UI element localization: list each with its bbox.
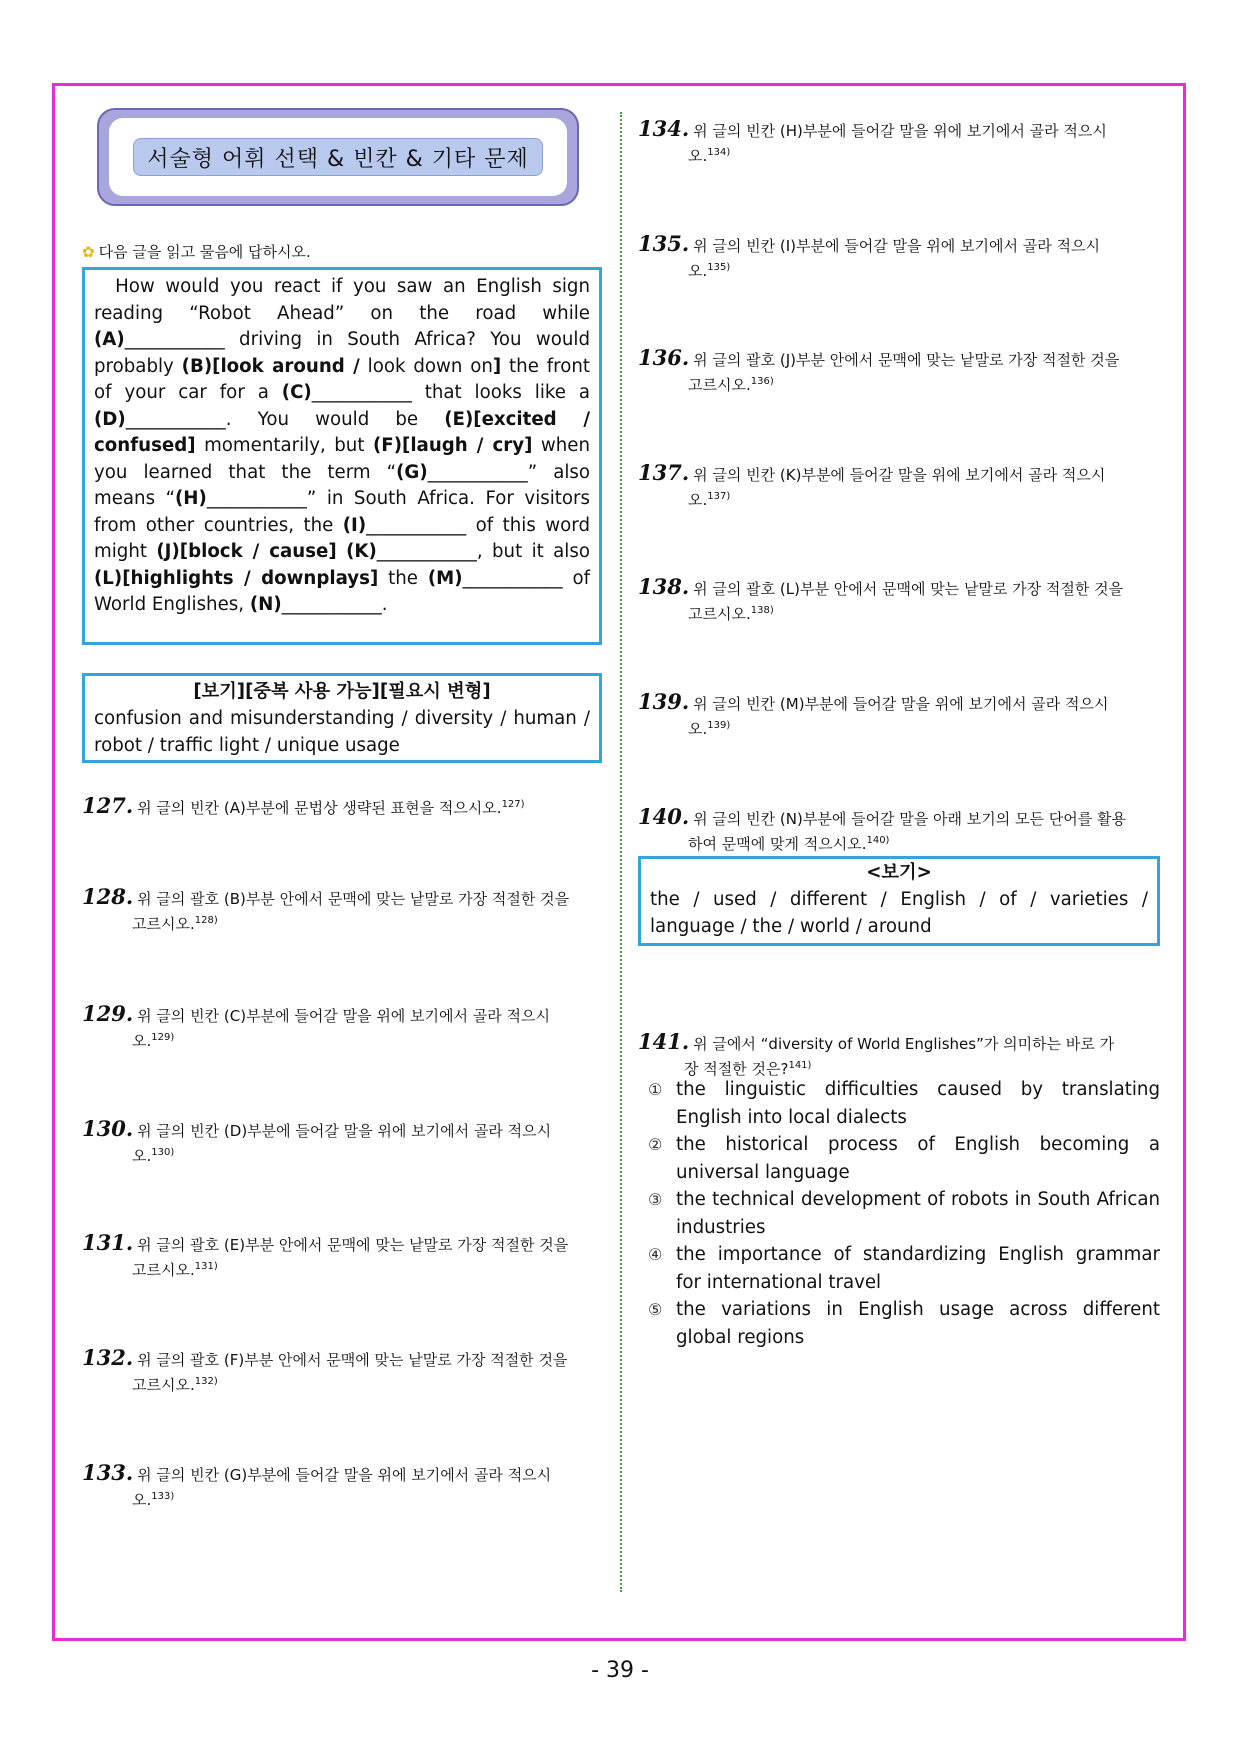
question-134: 134. 위 글의 빈칸 (H)부분에 들어갈 말을 위에 보기에서 골라 적으시 오.$^{134)}$ [638, 116, 1107, 165]
banner-title: 서술형 어휘 선택 & 빈칸 & 기타 문제 [133, 138, 543, 176]
question-141: 141. 위 글에서 “diversity of World Englishes”가 의미하는 바로 가 장 적절한 것은?$^{141)}$ [638, 1029, 1115, 1078]
option-4[interactable]: ④ the importance of standardizing English grammar for international travel [648, 1244, 1160, 1293]
page-number: - 39 - [591, 1658, 649, 1683]
question-138: 138. 위 글의 괄호 (L)부분 안에서 문맥에 맞는 낱말로 가장 적절한 것을 고르시오.$^{138)}$ [638, 574, 1124, 623]
question-135: 135. 위 글의 빈칸 (I)부분에 들어갈 말을 위에 보기에서 골라 적으시 오.$^{135)}$ [638, 231, 1100, 280]
word-bank-box [82, 673, 602, 763]
option-1[interactable]: ① the linguistic difficulties caused by translating English into local dialects [648, 1079, 1160, 1128]
instruction-text: 다음 글을 읽고 물음에 답하시오. [98, 243, 311, 261]
word-bank-2-text: the / used / different / English / of / varieties / language / the / world / around [650, 889, 1148, 937]
reading-passage: How would you react if you saw an English sign reading “Robot Ahead” on the road while (A)___________ driving in South Africa? You would probably (B)[look around / look down on] the front of your car for a (C)___________ that looks like a (D)___________. You would be (E)[excited / confused] momentarily, but (F)[laugh / cry] when you learned that the term “(G)___________” also means “(H)___________” in South Africa. For visitors from other countries, the (I)___________ of this word might (J)[block / cause] (K)___________, but it also (L)[highlights / downplays] the (M)___________ of World Englishes, (N)___________. [82, 267, 602, 645]
word-bank-title: [보기][중복 사용 가능][필요시 변형] [193, 681, 491, 702]
question-130: 130. 위 글의 빈칸 (D)부분에 들어갈 말을 위에 보기에서 골라 적으시 오.$^{130)}$ [82, 1116, 552, 1165]
question-129: 129. 위 글의 빈칸 (C)부분에 들어갈 말을 위에 보기에서 골라 적으시 오.$^{129)}$ [82, 1001, 551, 1050]
question-128: 128. 위 글의 괄호 (B)부분 안에서 문맥에 맞는 낱말로 가장 적절한 것을 고르시오.$^{128)}$ [82, 884, 570, 933]
instruction [82, 241, 311, 262]
question-133: 133. 위 글의 빈칸 (G)부분에 들어갈 말을 위에 보기에서 골라 적으시 오.$^{133)}$ [82, 1460, 552, 1509]
column-divider [620, 112, 622, 1592]
answer-options [648, 1076, 1160, 1351]
question-132: 132. 위 글의 괄호 (F)부분 안에서 문맥에 맞는 낱말로 가장 적절한 것을 고르시오.$^{132)}$ [82, 1345, 568, 1394]
flower-icon: ✿ [82, 243, 95, 261]
question-136: 136. 위 글의 괄호 (J)부분 안에서 문맥에 맞는 낱말로 가장 적절한 것을 고르시오.$^{136)}$ [638, 345, 1120, 394]
section-banner [97, 108, 579, 206]
option-2[interactable]: ② the historical process of English becoming a universal language [648, 1134, 1160, 1183]
question-140: 140. 위 글의 빈칸 (N)부분에 들어갈 말을 아래 보기의 모든 단어를 활용 하여 문맥에 맞게 적으시오.$^{140)}$ [638, 804, 1127, 853]
question-127: 127. 위 글의 빈칸 (A)부분에 문법상 생략된 표현을 적으시오.$^{127)}$ [82, 793, 525, 818]
word-bank-2-title: <보기> [866, 862, 932, 883]
option-5[interactable]: ⑤ the variations in English usage across different global regions [648, 1299, 1160, 1348]
word-bank-text: confusion and misunderstanding / diversity / human / robot / traffic light / unique usage [94, 708, 590, 756]
option-3[interactable]: ③ the technical development of robots in South African industries [648, 1189, 1160, 1238]
question-131: 131. 위 글의 괄호 (E)부분 안에서 문맥에 맞는 낱말로 가장 적절한 것을 고르시오.$^{131)}$ [82, 1230, 569, 1279]
question-137: 137. 위 글의 빈칸 (K)부분에 들어갈 말을 위에 보기에서 골라 적으시 오.$^{137)}$ [638, 460, 1106, 509]
question-139: 139. 위 글의 빈칸 (M)부분에 들어갈 말을 위에 보기에서 골라 적으시 오.$^{139)}$ [638, 689, 1109, 738]
word-bank-box-2 [638, 856, 1160, 946]
